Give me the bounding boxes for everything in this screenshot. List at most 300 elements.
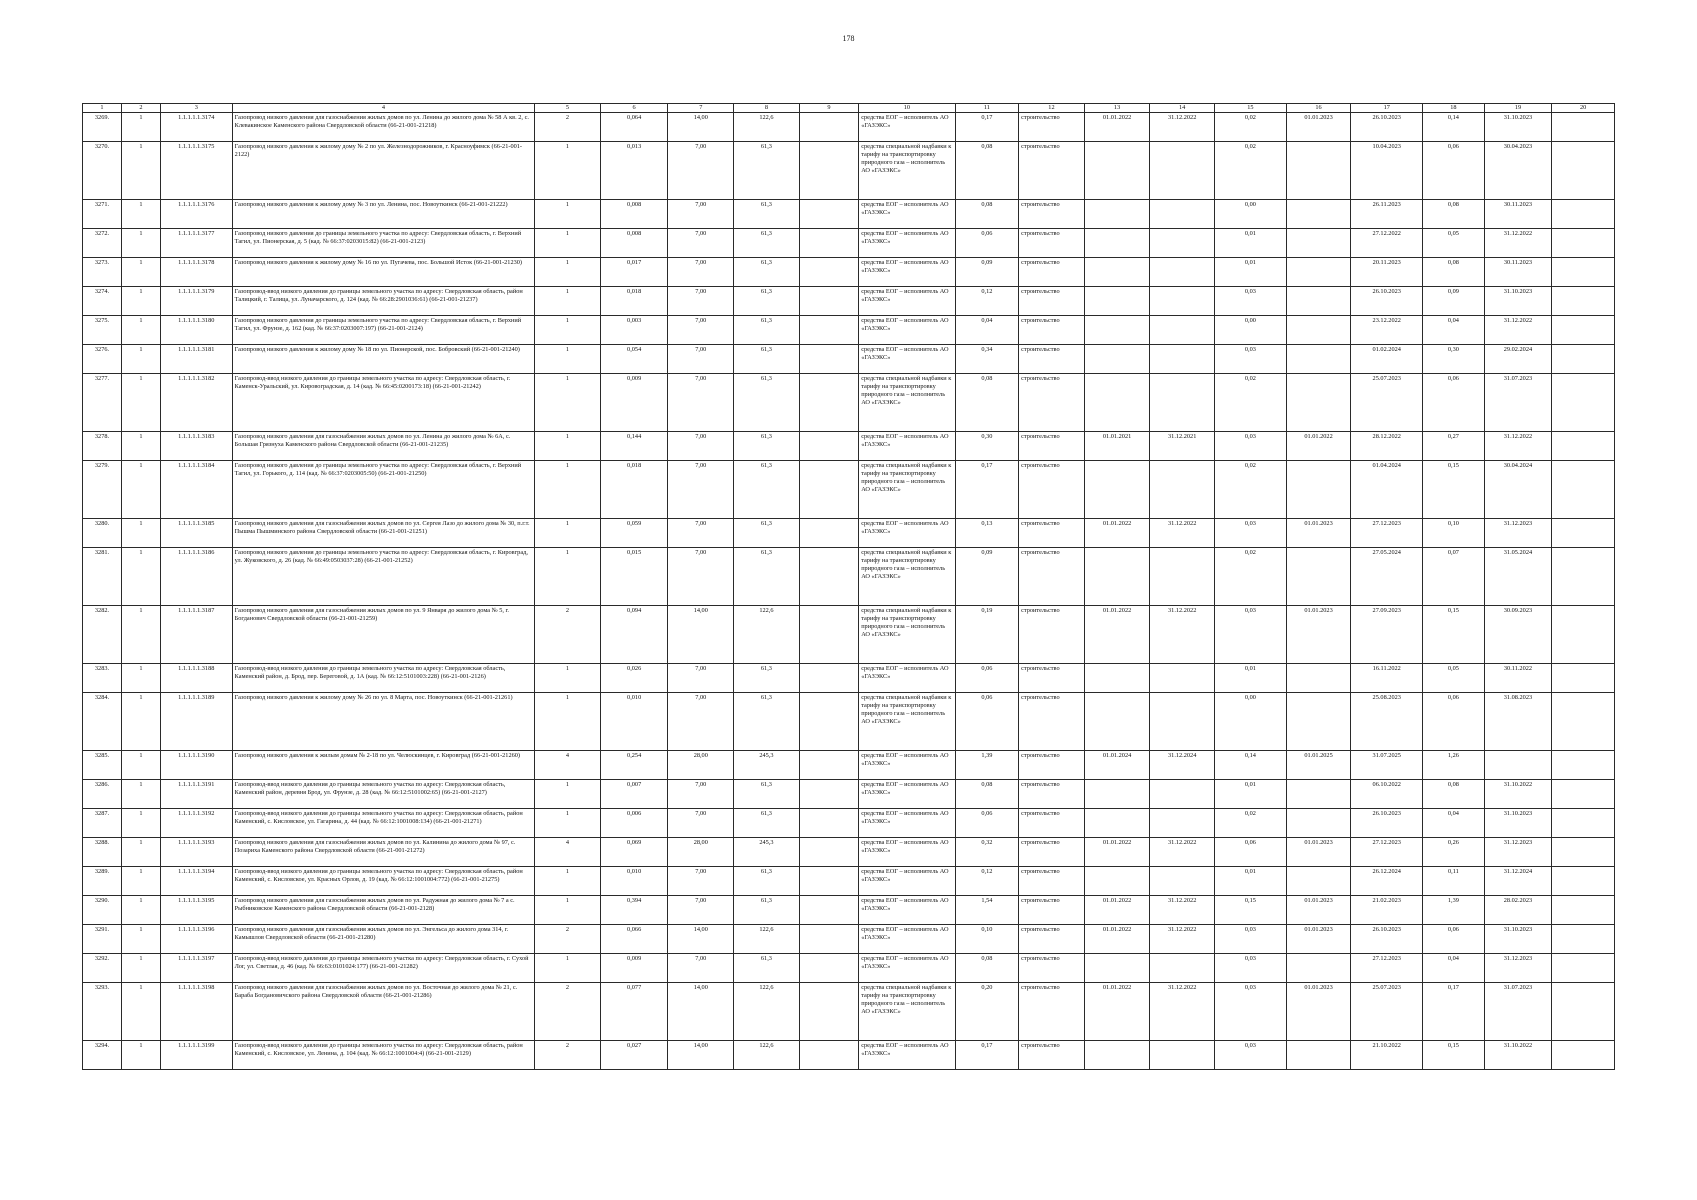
object-code-cell: 1.1.1.1.1.3196	[160, 925, 232, 954]
empty-cell	[799, 432, 858, 461]
length-cell: 0,010	[600, 867, 668, 896]
cost-cell: 0,08	[955, 142, 1019, 200]
construction-cost-cell: 0,04	[1423, 954, 1485, 983]
column-number-4: 4	[232, 104, 535, 113]
column-number-16: 16	[1286, 104, 1351, 113]
construction-cost-cell: 0,06	[1423, 925, 1485, 954]
column-number-8: 8	[734, 104, 800, 113]
construction-end-cell: 25.07.2023	[1351, 374, 1423, 432]
work-type-cell: строительство	[1019, 954, 1085, 983]
construction-end-cell: 31.07.2025	[1351, 751, 1423, 780]
cost-cell: 0,09	[955, 258, 1019, 287]
length-cell: 0,066	[600, 925, 668, 954]
empty-cell	[799, 258, 858, 287]
design-cost-cell: 0,02	[1214, 374, 1286, 432]
construction-cost-cell: 1,39	[1423, 896, 1485, 925]
note-cell	[1552, 142, 1615, 200]
column-number-3: 3	[160, 104, 232, 113]
capacity-cell: 7,00	[668, 142, 734, 200]
design-end-cell	[1150, 287, 1215, 316]
empty-cell	[799, 809, 858, 838]
work-type-cell: строительство	[1019, 345, 1085, 374]
design-cost-cell: 0,03	[1214, 519, 1286, 548]
page-number: 178	[842, 34, 855, 43]
column-number-14: 14	[1150, 104, 1215, 113]
row-number: 3293.	[83, 983, 122, 1041]
quantity-cell: 1	[535, 519, 601, 548]
capacity-cell: 7,00	[668, 896, 734, 925]
construction-end-cell: 27.12.2023	[1351, 954, 1423, 983]
table-row	[83, 693, 1615, 751]
construction-cost-cell: 0,27	[1423, 432, 1485, 461]
construction-start-cell: 01.01.2023	[1286, 838, 1351, 867]
design-start-cell	[1084, 200, 1150, 229]
volume-cell: 61,3	[734, 461, 800, 519]
volume-cell: 61,3	[734, 229, 800, 258]
volume-cell: 61,3	[734, 200, 800, 229]
capacity-cell: 14,00	[668, 1041, 734, 1070]
quantity-cell: 1	[535, 374, 601, 432]
empty-cell	[799, 664, 858, 693]
design-end-cell: 31.12.2024	[1150, 751, 1215, 780]
table-row	[83, 548, 1615, 606]
design-start-cell: 01.01.2021	[1084, 432, 1150, 461]
capacity-cell: 7,00	[668, 432, 734, 461]
design-cost-cell: 0,00	[1214, 200, 1286, 229]
financing-source-cell: средства ЕОГ – исполнитель АО «ГАЗЭКС»	[859, 229, 955, 258]
length-cell: 0,077	[600, 983, 668, 1041]
design-start-cell	[1084, 693, 1150, 751]
volume-cell: 61,3	[734, 780, 800, 809]
design-start-cell	[1084, 229, 1150, 258]
design-cost-cell: 0,03	[1214, 432, 1286, 461]
empty-cell	[799, 751, 858, 780]
design-start-cell	[1084, 867, 1150, 896]
cost-cell: 0,20	[955, 983, 1019, 1041]
volume-cell: 61,3	[734, 693, 800, 751]
column-number-row	[83, 104, 1615, 113]
note-cell	[1552, 229, 1615, 258]
empty-cell	[799, 142, 858, 200]
group-cell: 1	[121, 200, 160, 229]
work-type-cell: строительство	[1019, 200, 1085, 229]
capacity-cell: 28,00	[668, 751, 734, 780]
design-start-cell: 01.01.2022	[1084, 519, 1150, 548]
column-number-18: 18	[1423, 104, 1485, 113]
construction-end-cell: 28.12.2022	[1351, 432, 1423, 461]
object-code-cell: 1.1.1.1.1.3181	[160, 345, 232, 374]
group-cell: 1	[121, 229, 160, 258]
work-type-cell: строительство	[1019, 113, 1085, 142]
design-start-cell	[1084, 664, 1150, 693]
commissioning-date-cell: 31.10.2023	[1484, 287, 1552, 316]
empty-cell	[799, 200, 858, 229]
table-row	[83, 519, 1615, 548]
length-cell: 0,254	[600, 751, 668, 780]
object-code-cell: 1.1.1.1.1.3198	[160, 983, 232, 1041]
quantity-cell: 1	[535, 461, 601, 519]
column-number-6: 6	[600, 104, 668, 113]
work-type-cell: строительство	[1019, 867, 1085, 896]
group-cell: 1	[121, 664, 160, 693]
financing-source-cell: средства ЕОГ – исполнитель АО «ГАЗЭКС»	[859, 896, 955, 925]
object-code-cell: 1.1.1.1.1.3195	[160, 896, 232, 925]
quantity-cell: 1	[535, 809, 601, 838]
construction-cost-cell: 0,04	[1423, 316, 1485, 345]
quantity-cell: 1	[535, 200, 601, 229]
quantity-cell: 1	[535, 664, 601, 693]
note-cell	[1552, 519, 1615, 548]
commissioning-date-cell: 29.02.2024	[1484, 345, 1552, 374]
construction-cost-cell: 0,26	[1423, 838, 1485, 867]
design-cost-cell: 0,03	[1214, 1041, 1286, 1070]
capacity-cell: 14,00	[668, 606, 734, 664]
object-code-cell: 1.1.1.1.1.3178	[160, 258, 232, 287]
row-number: 3288.	[83, 838, 122, 867]
commissioning-date-cell: 30.04.2024	[1484, 461, 1552, 519]
financing-source-cell: средства ЕОГ – исполнитель АО «ГАЗЭКС»	[859, 287, 955, 316]
column-number-15: 15	[1214, 104, 1286, 113]
financing-source-cell: средства специальной надбавки к тарифу на транспортировку природного газа – исполнитель АО «ГАЗЭКС»	[859, 142, 955, 200]
row-number: 3273.	[83, 258, 122, 287]
financing-source-cell: средства ЕОГ – исполнитель АО «ГАЗЭКС»	[859, 838, 955, 867]
table-row	[83, 113, 1615, 142]
design-cost-cell: 0,01	[1214, 664, 1286, 693]
group-cell: 1	[121, 606, 160, 664]
construction-start-cell	[1286, 229, 1351, 258]
capacity-cell: 7,00	[668, 258, 734, 287]
financing-source-cell: средства ЕОГ – исполнитель АО «ГАЗЭКС»	[859, 258, 955, 287]
design-cost-cell: 0,03	[1214, 954, 1286, 983]
quantity-cell: 1	[535, 345, 601, 374]
cost-cell: 0,06	[955, 664, 1019, 693]
design-end-cell	[1150, 461, 1215, 519]
commissioning-date-cell: 30.04.2023	[1484, 142, 1552, 200]
empty-cell	[799, 983, 858, 1041]
table-row	[83, 316, 1615, 345]
volume-cell: 61,3	[734, 374, 800, 432]
quantity-cell: 1	[535, 287, 601, 316]
work-type-cell: строительство	[1019, 693, 1085, 751]
commissioning-date-cell: 31.10.2023	[1484, 925, 1552, 954]
work-type-cell: строительство	[1019, 374, 1085, 432]
volume-cell: 61,3	[734, 896, 800, 925]
work-type-cell: строительство	[1019, 432, 1085, 461]
design-cost-cell: 0,02	[1214, 809, 1286, 838]
quantity-cell: 4	[535, 751, 601, 780]
volume-cell: 61,3	[734, 345, 800, 374]
object-code-cell: 1.1.1.1.1.3197	[160, 954, 232, 983]
cost-cell: 0,32	[955, 838, 1019, 867]
financing-source-cell: средства ЕОГ – исполнитель АО «ГАЗЭКС»	[859, 316, 955, 345]
row-number: 3276.	[83, 345, 122, 374]
table-row	[83, 896, 1615, 925]
construction-cost-cell: 0,15	[1423, 1041, 1485, 1070]
length-cell: 0,064	[600, 113, 668, 142]
row-number: 3290.	[83, 896, 122, 925]
construction-cost-cell: 0,15	[1423, 606, 1485, 664]
capacity-cell: 28,00	[668, 838, 734, 867]
design-end-cell	[1150, 954, 1215, 983]
row-number: 3278.	[83, 432, 122, 461]
object-code-cell: 1.1.1.1.1.3199	[160, 1041, 232, 1070]
length-cell: 0,026	[600, 664, 668, 693]
length-cell: 0,008	[600, 200, 668, 229]
column-number-20: 20	[1552, 104, 1615, 113]
design-cost-cell: 0,01	[1214, 867, 1286, 896]
construction-end-cell: 26.10.2023	[1351, 287, 1423, 316]
design-start-cell	[1084, 374, 1150, 432]
volume-cell: 122,6	[734, 1041, 800, 1070]
quantity-cell: 4	[535, 838, 601, 867]
quantity-cell: 1	[535, 780, 601, 809]
table-row	[83, 432, 1615, 461]
design-end-cell: 31.12.2022	[1150, 925, 1215, 954]
object-code-cell: 1.1.1.1.1.3182	[160, 374, 232, 432]
construction-cost-cell: 0,04	[1423, 809, 1485, 838]
object-name-cell: Газопровод низкого давления до границы земельного участка по адресу: Свердловская область, г. Верхний Тагил, ул. Фрунзе, д. 162 (кад. № 66:37:0203007:197) (66-21-001-2124)	[232, 316, 535, 345]
object-name-cell: Газопровод-ввод низкого давления до границы земельного участка по адресу: Свердловская область, район Талицкий, г. Талица, ул. Луначарского, д. 124 (кад. № 66:28:2901036:61) (66-21-001-21237)	[232, 287, 535, 316]
construction-cost-cell: 0,14	[1423, 113, 1485, 142]
construction-start-cell	[1286, 867, 1351, 896]
financing-source-cell: средства специальной надбавки к тарифу на транспортировку природного газа – исполнитель АО «ГАЗЭКС»	[859, 606, 955, 664]
length-cell: 0,394	[600, 896, 668, 925]
construction-end-cell: 27.05.2024	[1351, 548, 1423, 606]
design-start-cell	[1084, 954, 1150, 983]
cost-cell: 0,08	[955, 954, 1019, 983]
object-code-cell: 1.1.1.1.1.3194	[160, 867, 232, 896]
construction-end-cell: 21.02.2023	[1351, 896, 1423, 925]
design-end-cell	[1150, 229, 1215, 258]
construction-cost-cell: 0,17	[1423, 983, 1485, 1041]
design-start-cell	[1084, 258, 1150, 287]
object-code-cell: 1.1.1.1.1.3183	[160, 432, 232, 461]
object-code-cell: 1.1.1.1.1.3188	[160, 664, 232, 693]
commissioning-date-cell: 30.11.2022	[1484, 664, 1552, 693]
row-number: 3287.	[83, 809, 122, 838]
row-number: 3275.	[83, 316, 122, 345]
construction-cost-cell: 0,06	[1423, 142, 1485, 200]
work-type-cell: строительство	[1019, 229, 1085, 258]
capacity-cell: 7,00	[668, 664, 734, 693]
row-number: 3269.	[83, 113, 122, 142]
design-cost-cell: 0,00	[1214, 316, 1286, 345]
work-type-cell: строительство	[1019, 258, 1085, 287]
empty-cell	[799, 867, 858, 896]
object-name-cell: Газопровод низкого давления для газоснабжения жилых домов по ул. Энгельса до жилого дома 314, г. Камышлов Свердловской области (66-21-001-21280)	[232, 925, 535, 954]
volume-cell: 245,3	[734, 838, 800, 867]
quantity-cell: 2	[535, 983, 601, 1041]
design-start-cell	[1084, 548, 1150, 606]
design-start-cell	[1084, 1041, 1150, 1070]
object-name-cell: Газопровод низкого давления до границы земельного участка по адресу: Свердловская область, г. Кировград, ул. Жуковского, д. 26 (кад. № 66:49:0503037:28) (66-21-001-21252)	[232, 548, 535, 606]
design-cost-cell: 0,03	[1214, 925, 1286, 954]
volume-cell: 61,3	[734, 867, 800, 896]
table-row	[83, 780, 1615, 809]
investment-program-table	[82, 103, 1615, 1070]
object-name-cell: Газопровод низкого давления для газоснабжения жилых домов по ул. 9 Января до жилого дома № 5, г. Богданович Свердловской области (66-21-001-21259)	[232, 606, 535, 664]
design-end-cell	[1150, 664, 1215, 693]
row-number: 3279.	[83, 461, 122, 519]
note-cell	[1552, 954, 1615, 983]
capacity-cell: 14,00	[668, 113, 734, 142]
cost-cell: 0,34	[955, 345, 1019, 374]
row-number: 3281.	[83, 548, 122, 606]
table-row	[83, 345, 1615, 374]
design-start-cell: 01.01.2022	[1084, 606, 1150, 664]
financing-source-cell: средства специальной надбавки к тарифу на транспортировку природного газа – исполнитель АО «ГАЗЭКС»	[859, 983, 955, 1041]
design-end-cell	[1150, 780, 1215, 809]
design-start-cell: 01.01.2024	[1084, 751, 1150, 780]
object-name-cell: Газопровод низкого давления к жилому дому № 3 по ул. Ленина, пос. Новоуткинск (66-21-001-21222)	[232, 200, 535, 229]
capacity-cell: 7,00	[668, 693, 734, 751]
construction-end-cell: 27.12.2023	[1351, 838, 1423, 867]
cost-cell: 0,04	[955, 316, 1019, 345]
table-row	[83, 809, 1615, 838]
table-row	[83, 142, 1615, 200]
construction-start-cell	[1286, 287, 1351, 316]
work-type-cell: строительство	[1019, 606, 1085, 664]
object-name-cell: Газопровод низкого давления для газоснабжения жилых домов по ул. Сергея Лазо до жилого дома № 30, п.г.т. Пышма Пышминского района Свердловской области (66-21-001-21251)	[232, 519, 535, 548]
row-number: 3284.	[83, 693, 122, 751]
note-cell	[1552, 867, 1615, 896]
group-cell: 1	[121, 461, 160, 519]
financing-source-cell: средства ЕОГ – исполнитель АО «ГАЗЭКС»	[859, 925, 955, 954]
note-cell	[1552, 461, 1615, 519]
group-cell: 1	[121, 983, 160, 1041]
commissioning-date-cell: 31.08.2023	[1484, 693, 1552, 751]
design-end-cell	[1150, 316, 1215, 345]
capacity-cell: 7,00	[668, 316, 734, 345]
table-row	[83, 838, 1615, 867]
table-row	[83, 751, 1615, 780]
group-cell: 1	[121, 374, 160, 432]
object-code-cell: 1.1.1.1.1.3177	[160, 229, 232, 258]
note-cell	[1552, 316, 1615, 345]
design-end-cell: 31.12.2022	[1150, 838, 1215, 867]
table-row	[83, 867, 1615, 896]
design-cost-cell: 0,01	[1214, 780, 1286, 809]
design-end-cell: 31.12.2021	[1150, 432, 1215, 461]
commissioning-date-cell: 30.11.2023	[1484, 258, 1552, 287]
design-cost-cell: 0,02	[1214, 461, 1286, 519]
work-type-cell: строительство	[1019, 287, 1085, 316]
cost-cell: 0,17	[955, 113, 1019, 142]
length-cell: 0,013	[600, 142, 668, 200]
volume-cell: 61,3	[734, 432, 800, 461]
design-start-cell	[1084, 809, 1150, 838]
commissioning-date-cell: 30.09.2023	[1484, 606, 1552, 664]
volume-cell: 61,3	[734, 519, 800, 548]
work-type-cell: строительство	[1019, 780, 1085, 809]
commissioning-date-cell: 31.12.2022	[1484, 229, 1552, 258]
design-start-cell	[1084, 461, 1150, 519]
object-code-cell: 1.1.1.1.1.3186	[160, 548, 232, 606]
construction-end-cell: 26.11.2023	[1351, 200, 1423, 229]
capacity-cell: 14,00	[668, 983, 734, 1041]
group-cell: 1	[121, 519, 160, 548]
note-cell	[1552, 287, 1615, 316]
table-row	[83, 200, 1615, 229]
row-number: 3283.	[83, 664, 122, 693]
construction-start-cell: 01.01.2023	[1286, 983, 1351, 1041]
column-number-13: 13	[1084, 104, 1150, 113]
construction-cost-cell: 0,11	[1423, 867, 1485, 896]
commissioning-date-cell: 31.12.2023	[1484, 838, 1552, 867]
design-end-cell	[1150, 142, 1215, 200]
design-end-cell	[1150, 548, 1215, 606]
row-number: 3277.	[83, 374, 122, 432]
group-cell: 1	[121, 867, 160, 896]
cost-cell: 1,39	[955, 751, 1019, 780]
note-cell	[1552, 925, 1615, 954]
table-row	[83, 925, 1615, 954]
object-name-cell: Газопровод низкого давления для газоснабжения жилых домов по ул. Ленина до жилого дома № 58 А кв. 2, с. Клевакинское Каменского района Свердловской области (66-21-001-21218)	[232, 113, 535, 142]
row-number: 3291.	[83, 925, 122, 954]
quantity-cell: 1	[535, 432, 601, 461]
table-row	[83, 287, 1615, 316]
construction-start-cell	[1286, 142, 1351, 200]
group-cell: 1	[121, 432, 160, 461]
construction-cost-cell: 0,06	[1423, 374, 1485, 432]
object-code-cell: 1.1.1.1.1.3191	[160, 780, 232, 809]
work-type-cell: строительство	[1019, 142, 1085, 200]
empty-cell	[799, 693, 858, 751]
construction-cost-cell: 0,07	[1423, 548, 1485, 606]
empty-cell	[799, 838, 858, 867]
group-cell: 1	[121, 809, 160, 838]
object-name-cell: Газопровод-ввод низкого давления до границы земельного участка по адресу: Свердловская область, район Каменский, с. Кисловское, ул. Гагарина, д. 44 (кад. № 66:12:1001008:134) (66-21-001-21271)	[232, 809, 535, 838]
object-code-cell: 1.1.1.1.1.3174	[160, 113, 232, 142]
design-cost-cell: 0,02	[1214, 113, 1286, 142]
cost-cell: 0,10	[955, 925, 1019, 954]
column-number-10: 10	[859, 104, 955, 113]
design-start-cell: 01.01.2022	[1084, 838, 1150, 867]
row-number: 3280.	[83, 519, 122, 548]
row-number: 3274.	[83, 287, 122, 316]
group-cell: 1	[121, 287, 160, 316]
quantity-cell: 1	[535, 896, 601, 925]
note-cell	[1552, 258, 1615, 287]
quantity-cell: 2	[535, 925, 601, 954]
construction-end-cell: 16.11.2022	[1351, 664, 1423, 693]
construction-cost-cell: 0,15	[1423, 461, 1485, 519]
financing-source-cell: средства ЕОГ – исполнитель АО «ГАЗЭКС»	[859, 751, 955, 780]
object-code-cell: 1.1.1.1.1.3184	[160, 461, 232, 519]
length-cell: 0,009	[600, 954, 668, 983]
object-code-cell: 1.1.1.1.1.3180	[160, 316, 232, 345]
work-type-cell: строительство	[1019, 316, 1085, 345]
commissioning-date-cell: 31.12.2024	[1484, 867, 1552, 896]
financing-source-cell: средства ЕОГ – исполнитель АО «ГАЗЭКС»	[859, 113, 955, 142]
construction-start-cell: 01.01.2023	[1286, 519, 1351, 548]
table-row	[83, 606, 1615, 664]
work-type-cell: строительство	[1019, 548, 1085, 606]
cost-cell: 0,17	[955, 1041, 1019, 1070]
construction-cost-cell: 0,10	[1423, 519, 1485, 548]
group-cell: 1	[121, 780, 160, 809]
design-end-cell: 31.12.2022	[1150, 983, 1215, 1041]
quantity-cell: 2	[535, 113, 601, 142]
length-cell: 0,027	[600, 1041, 668, 1070]
cost-cell: 0,12	[955, 867, 1019, 896]
empty-cell	[799, 374, 858, 432]
object-name-cell: Газопровод-ввод низкого давления до границы земельного участка по адресу: Свердловская область, район Каменский, с. Кисловское, ул. Красных Орлов, д. 19 (кад. № 66:12:1001004:772) (66-21-001-21275)	[232, 867, 535, 896]
row-number: 3294.	[83, 1041, 122, 1070]
construction-cost-cell: 0,30	[1423, 345, 1485, 374]
object-name-cell: Газопровод-ввод низкого давления до границы земельного участка по адресу: Свердловская область, Каменский район, д. Брод, пер. Береговой, д. 1А (кад. № 66:12:5101003:228) (66-21-001-2126)	[232, 664, 535, 693]
volume-cell: 61,3	[734, 142, 800, 200]
